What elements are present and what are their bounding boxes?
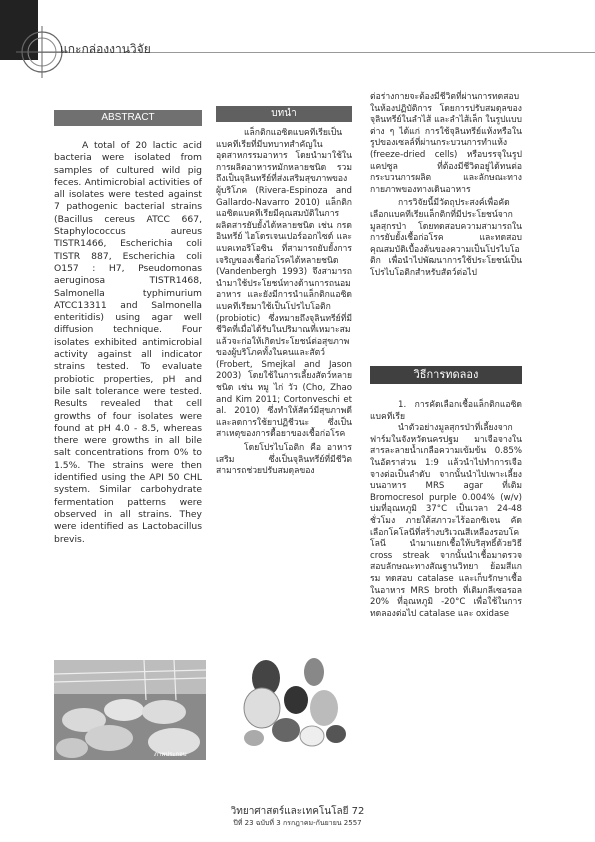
section-title: แกะกล่องงานวิจัย <box>60 42 151 56</box>
methods-item-1-title: 1. การคัดเลือกเชื้อแล็กติกแอซิดแบคทีเรีย <box>370 400 522 422</box>
right-paragraph-1: ต่อร่างกายจะต้องมีชีวิตที่ผ่านการทดสอบในห้องปฏิบัติการ โดยการปรับสมดุลของจุลินทรีย์ในลำไส้ และลำไส้เล็ก ในรูปแบบต่าง ๆ ได้แก่ การใช้จุลินทรีย์แห้งหรือในรูปของเซลล์ที่ผ่านกระบวนการทำแห้ง (freeze-dried cells) หรือบรรจุในรูปแคปซูล ที่ต้องมีชีวิตอยู่ได้ทนต่อกระบวนการผลิต และลักษณะทางกายภาพของทางเดินอาหาร <box>370 92 522 195</box>
abstract-column <box>54 140 202 546</box>
abstract-heading: ABSTRACT <box>54 110 202 126</box>
methods-item-1-text: นำตัวอย่างมูลสุกรป่าที่เลี้ยงจากฟาร์มในจังหวัดนครปฐม มาเจือจางในสารละลายน้ำเกลือความเข้มข้น 0.85% ในอัตราส่วน 1:9 แล้วนำไปทำการเจือจางต่อเป็นลำดับ จากนั้นนำไปเพาะเลี้ยงบนอาหาร MRS agar ที่เติม Bromocresol purple 0.004% (w/v) บ่มที่อุณหภูมิ 37°C เป็นเวลา 24-48 ชั่วโมง ภายใต้สภาวะไร้ออกซิเจน คัดเลือกโคโลนีที่สร้างบริเวณสีเหลืองรอบโคโลนี นำมาแยกเชื้อให้บริสุทธิ์ด้วยวิธี cross streak จากนั้นนำเชื้อมาตรวจสอบลักษณะทางสัณฐานวิทยา ย้อมสีแกรม ทดสอบ catalase และเก็บรักษาเชื้อในอาหาร MRS broth ที่เติมกลีเซอรอล 20% ที่อุณหภูมิ -20°C เพื่อใช้ในการทดลองต่อไป catalase และ oxidase <box>370 423 522 619</box>
right-column-top <box>370 92 522 280</box>
methods-heading: วิธีการทดลอง <box>370 366 522 384</box>
footer-title: วิทยาศาสตร์และเทคโนโลยี 72 <box>230 806 365 817</box>
intro-column <box>216 128 352 478</box>
wild-pig-photo <box>54 660 206 760</box>
methods-column <box>370 400 522 620</box>
abstract-text: A total of 20 lactic acid bacteria were isolated from samples of cultured wild pig feces. Antimicrobial activities of all isolates were tested against 7 pathogenic bacterial strains (Bacillus cereus ATCC 667, Staphylococcus aureus TISTR1466, Escherichia coli TISTR 887, Escherichia coli O157 : H7, Pseudomonas aeruginosa TISTR1468, Salmonella typhimurium ATCC13311 and Salmonella enteritidis) using agar well diffusion technique. Four isolates exhibited antimicrobial activity against all indicator strains tested. To evaluate probiotic properties, pH and bile salt tolerance were tested. Results revealed that cell growths of four isolates were found at pH 4.0 - 8.5, whereas there were growths in all bile salt concentrations from 0% to 1.5%. The strains were then identified using the API 50 CHL system. Similar carbohydrate fermentation patterns were observed in all strains. They were identified as Lactobacillus brevis. <box>54 140 202 545</box>
photo-caption: ภาพประกอบ <box>154 751 187 758</box>
intro-paragraph-2: โดยโปรไบโอติก คือ อาหารเสริม ซึ่งเป็นจุลินทรีย์ที่มีชีวิต สามารถช่วยปรับสมดุลของ <box>216 443 352 477</box>
intro-heading: บทนำ <box>216 106 352 122</box>
footer-issue: ปีที่ 23 ฉบับที่ 3 กรกฎาคม-กันยายน 2557 <box>233 819 362 827</box>
pets-group-photo <box>236 638 352 754</box>
intro-paragraph-1: แล็กติกแอซิดแบคทีเรียเป็นแบคทีเรียที่มีบทบาทสำคัญในอุตสาหกรรมอาหาร โดยนำมาใช้ในการผลิตอาหารหมักหลายชนิด รวมถึงเป็นจุลินทรีย์ที่ส่งเสริมสุขภาพของผู้บริโภค (Rivera-Espinoza and Gallardo-Navarro 2010) แล็กติกแอซิดแบคทีเรียมีคุณสมบัติในการผลิตสารยับยั้งได้หลายชนิด เช่น กรดอินทรีย์ ไฮโดรเจนเปอร์ออกไซด์ และแบคเทอริโอซิน ที่สามารถยับยั้งการเจริญของเชื้อก่อโรคได้หลายชนิด (Vandenbergh 1993) จึงสามารถนำมาใช้ประโยชน์ทางด้านการถนอมอาหาร และยังมีการนำแล็กติกแอซิดแบคทีเรียมาใช้เป็นโปรไบโอติก (probiotic) ซึ่งหมายถึงจุลินทรีย์ที่มีชีวิตที่เมื่อได้รับในปริมาณที่เหมาะสมแล้วจะก่อให้เกิดประโยชน์ต่อสุขภาพของผู้บริโภคทั้งในคนและสัตว์ (Frobert, Smejkal and Jason 2003) โดยใช้ในการเลี้ยงสัตว์หลายชนิด เช่น หมู ไก่ วัว (Cho, Zhao and Kim 2011; Cortonveschi et al. 2010) ซึ่งทำให้สัตว์มีสุขภาพดีและลดการใช้ยาปฏิชีวนะ ซึ่งเป็นสาเหตุของการดื้อยาของเชื้อก่อโรค <box>216 128 352 440</box>
right-paragraph-2: การวิจัยนี้มีวัตถุประสงค์เพื่อคัดเลือกแบคทีเรียแล็กติกที่มีประโยชน์จากมูลสุกรป่า โดยทดสอบความสามารถในการยับยั้งเชื้อก่อโรค และทดสอบคุณสมบัติเบื้องต้นของความเป็นโปรไบโอติก เพื่อนำไปพัฒนาการใช้ประโยชน์เป็นโปรไบโอติกสำหรับสัตว์ต่อไป <box>370 198 522 278</box>
